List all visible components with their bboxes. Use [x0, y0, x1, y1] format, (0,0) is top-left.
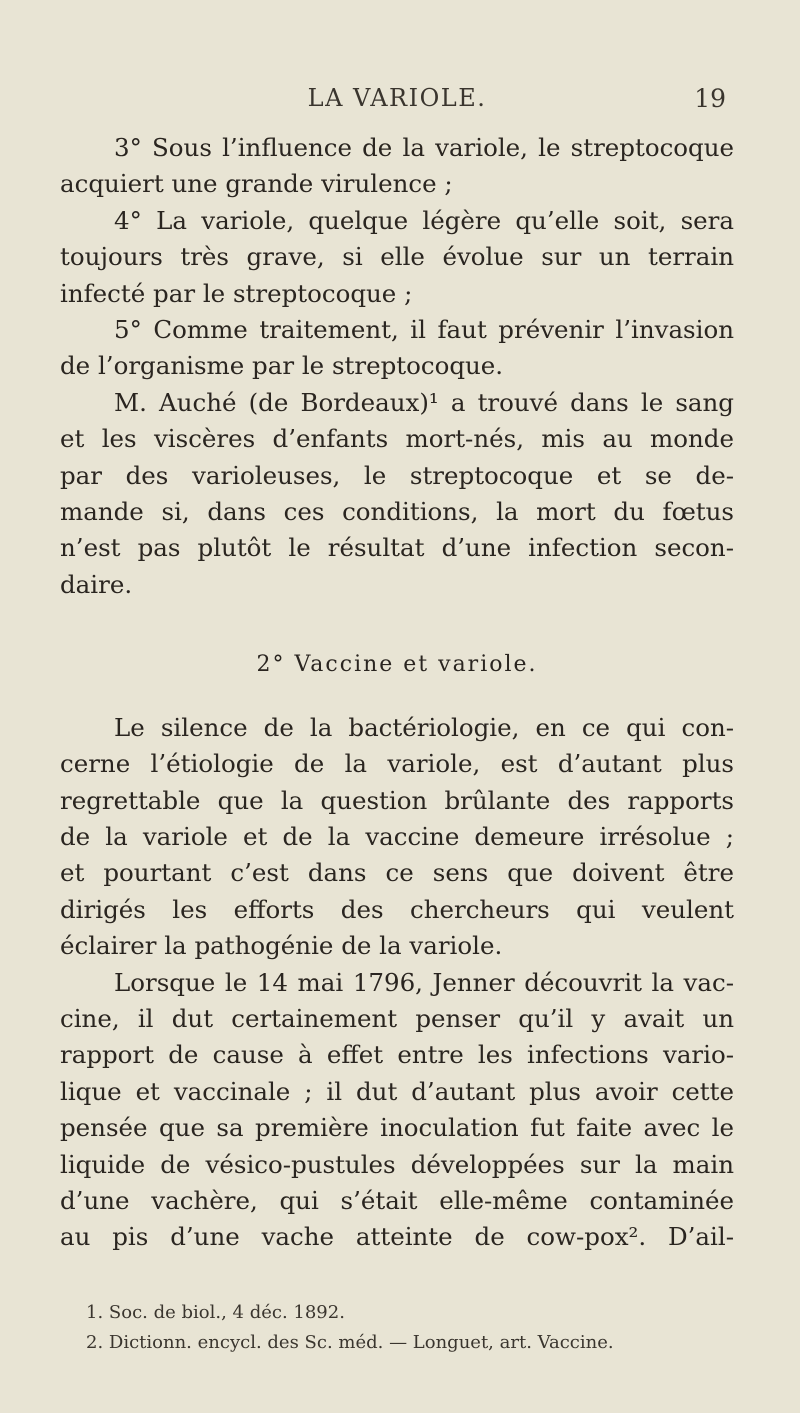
- text-line: de l’organisme par le streptocoque.: [60, 351, 504, 381]
- running-title: LA VARIOLE.: [307, 84, 487, 112]
- text-line: 5° Comme traitement, il faut prévenir l’invasion: [114, 315, 734, 345]
- text-line: lique et vaccinale ; il dut d’autant plus avoir cette: [60, 1076, 734, 1106]
- text-line: infecté par le streptocoque ;: [60, 278, 413, 308]
- text-line: d’une vachère, qui s’était elle-même contaminée: [60, 1185, 734, 1215]
- text-line: mande si, dans ces conditions, la mort du fœtus: [60, 497, 734, 527]
- text-line: liquide de vésico-pustules développées sur la main: [60, 1149, 734, 1179]
- text-line: et les viscères d’enfants mort-nés, mis au monde: [60, 424, 734, 454]
- text-line: M. Auché (de Bordeaux)¹ a trouvé dans le sang: [114, 387, 734, 417]
- page-header: [60, 84, 734, 118]
- text-line: daire.: [60, 569, 133, 599]
- text-line: toujours très grave, si elle évolue sur un terrain: [60, 242, 734, 272]
- text-line: Le silence de la bactériologie, en ce qui con-: [114, 712, 734, 742]
- text-line: 3° Sous l’influence de la variole, le streptocoque: [114, 133, 734, 162]
- text-line: regrettable que la question brûlante des rapports: [60, 785, 734, 815]
- footnote: 1. Soc. de biol., 4 déc. 1892.: [86, 1302, 345, 1323]
- text-line: éclairer la pathogénie de la variole.: [60, 931, 503, 961]
- section-heading: 2° Vaccine et variole.: [256, 652, 538, 678]
- text-line: Lorsque le 14 mai 1796, Jenner découvrit la vac-: [114, 967, 734, 997]
- footnotes: [60, 1298, 734, 1358]
- text-line: et pourtant c’est dans ce sens que doivent être: [60, 858, 734, 888]
- text-line: dirigés les efforts des chercheurs qui veulent: [60, 894, 734, 924]
- text-line: 4° La variole, quelque légère qu’elle soit, sera: [114, 205, 734, 235]
- text-line: au pis d’une vache atteinte de cow-pox². D’ail-: [60, 1222, 734, 1252]
- text-line: par des varioleuses, le streptocoque et se de-: [60, 460, 734, 490]
- footnote: 2. Dictionn. encycl. des Sc. méd. — Longuet, art. Vaccine.: [86, 1332, 614, 1353]
- text-line: acquiert une grande virulence ;: [60, 169, 453, 199]
- text-line: rapport de cause à effet entre les infections vario-: [60, 1040, 734, 1070]
- text-line: pensée que sa première inoculation fut faite avec le: [60, 1113, 734, 1143]
- text-line: de la variole et de la vaccine demeure irrésolue ;: [60, 821, 734, 851]
- body-text: [60, 130, 734, 1256]
- text-line: cine, il dut certainement penser qu’il y avait un: [60, 1003, 734, 1033]
- page-number: 19: [694, 84, 726, 113]
- text-line: n’est pas plutôt le résultat d’une infection secon-: [60, 533, 734, 563]
- text-line: cerne l’étiologie de la variole, est d’autant plus: [60, 749, 734, 779]
